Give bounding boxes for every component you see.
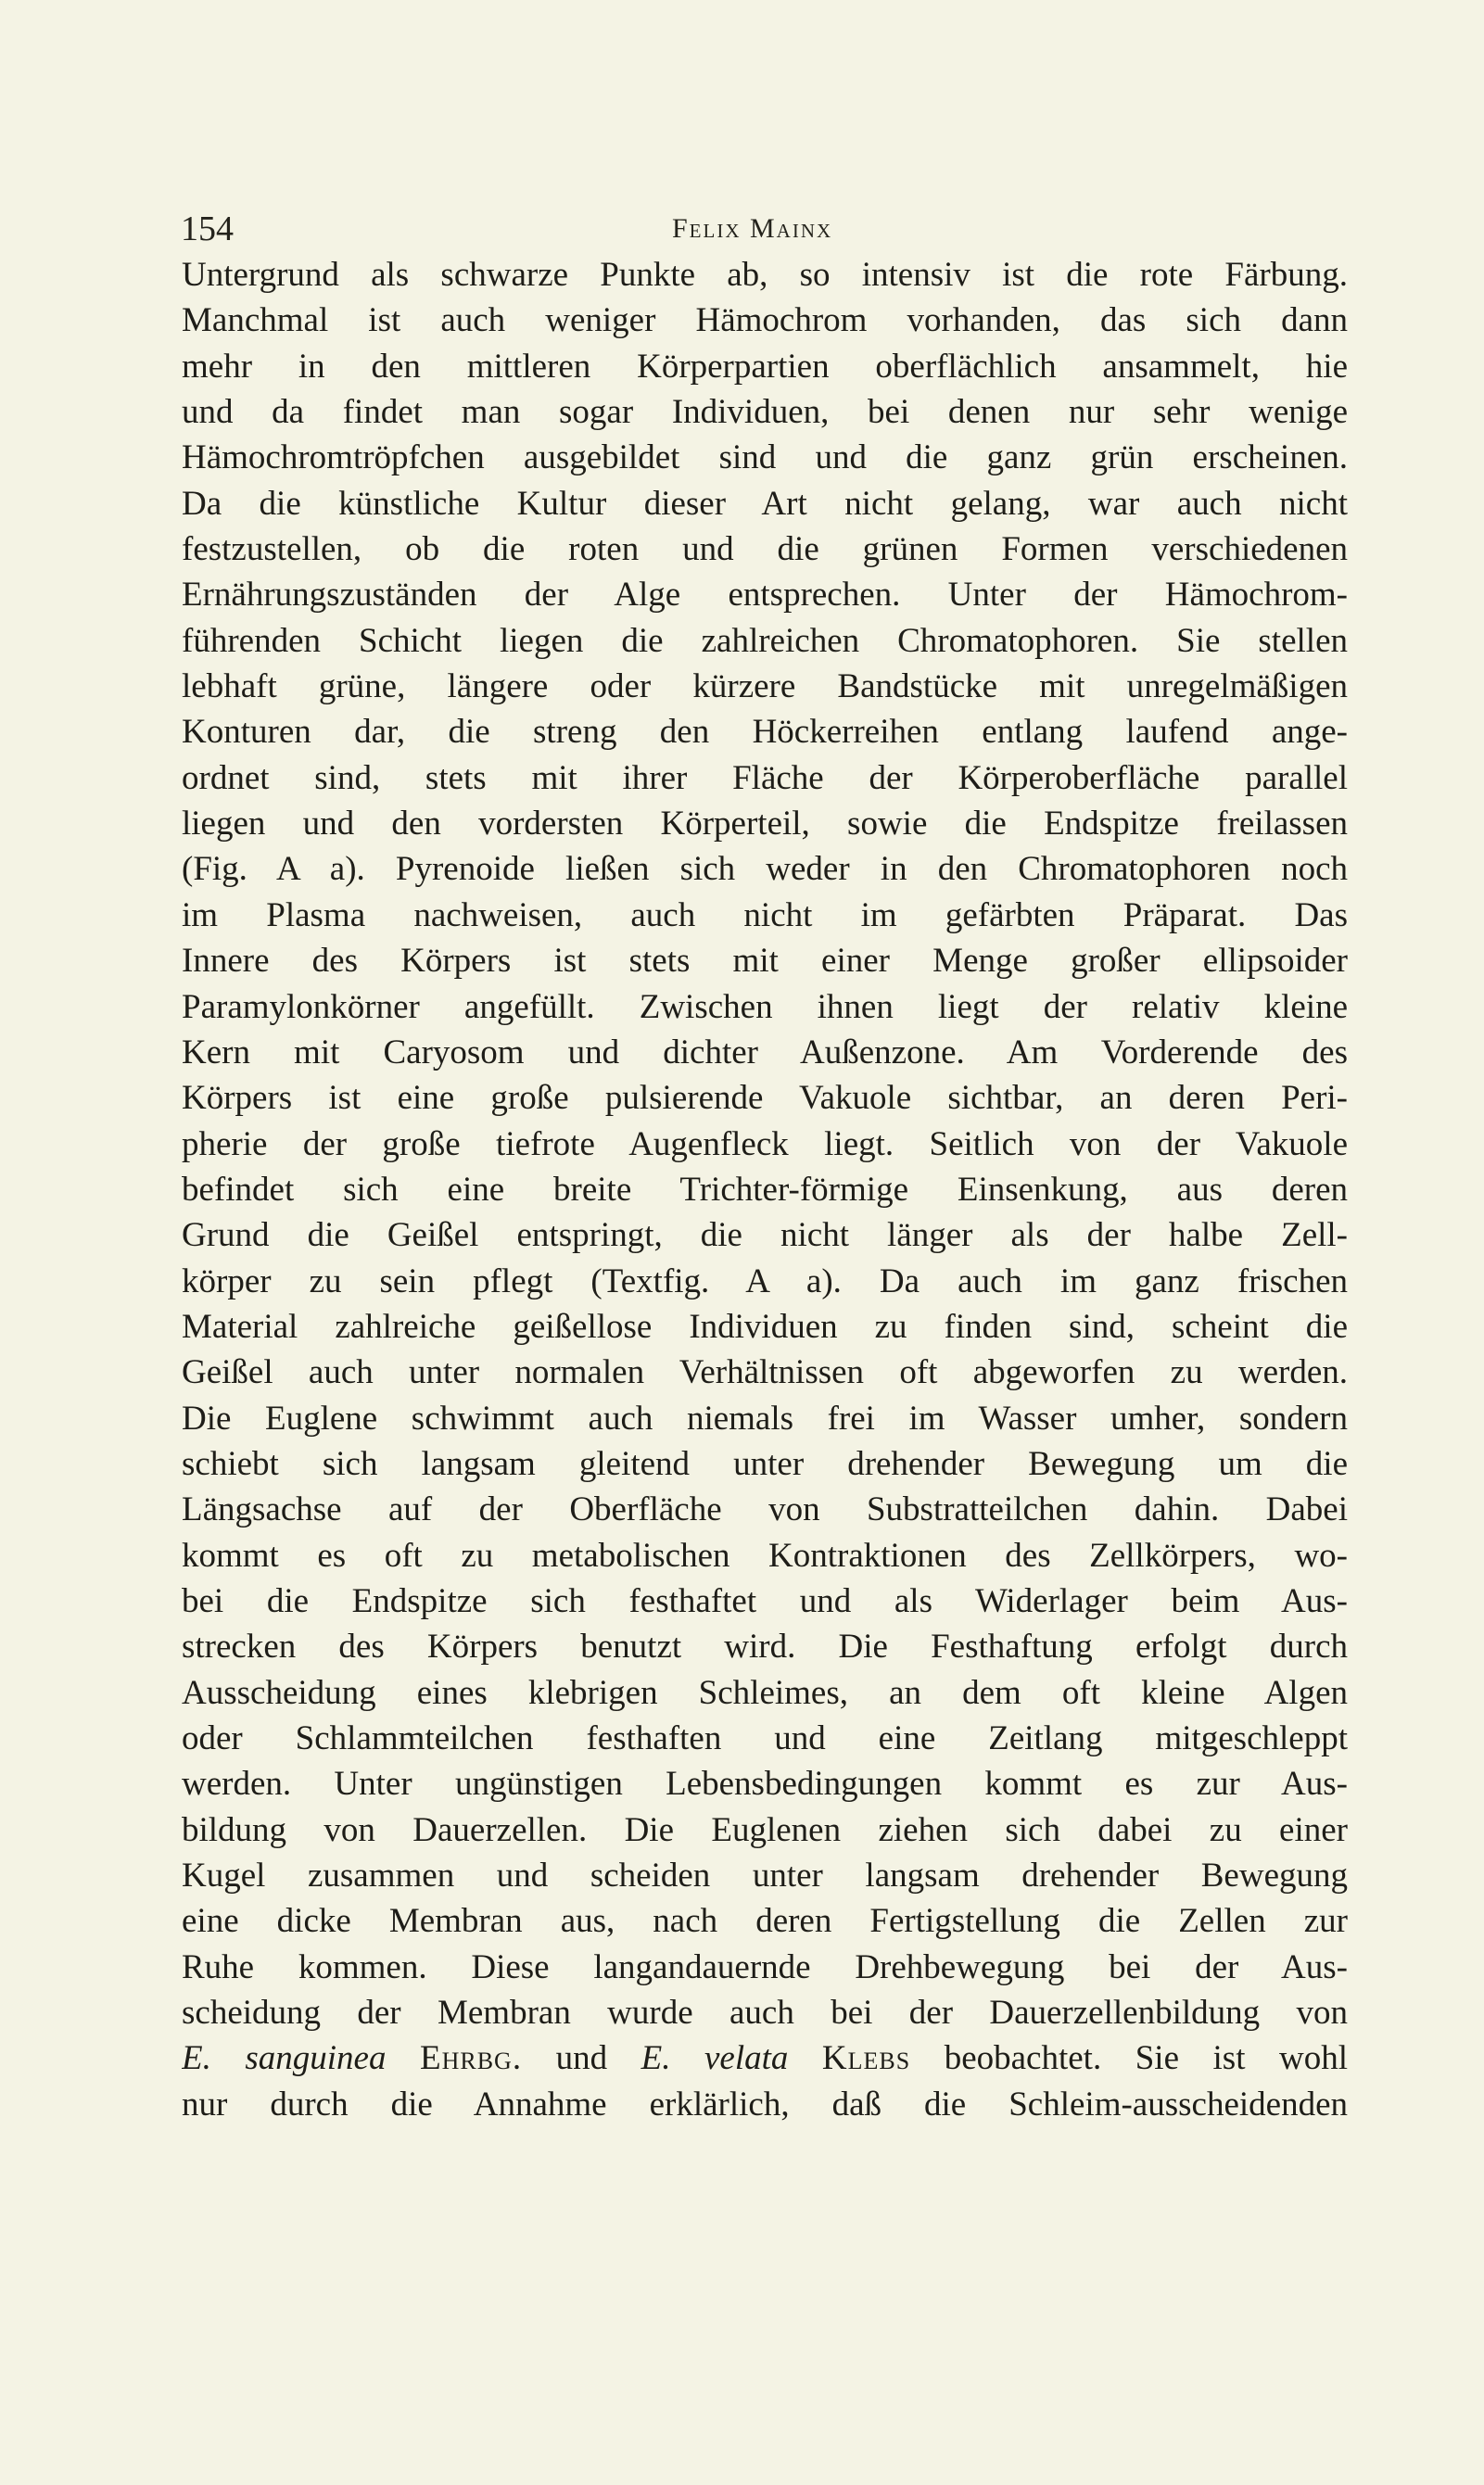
text-line: im Plasma nachweisen, auch nicht im gefärbten Präparat. Das: [182, 895, 1348, 934]
text-line: befindet sich eine breite Trichter-förmige Einsenkung, aus deren: [182, 1170, 1348, 1209]
text-line: Untergrund als schwarze Punkte ab, so intensiv ist die rote Färbung.: [182, 256, 1348, 294]
text-line: Geißel auch unter normalen Verhältnissen oft abgeworfen zu werden.: [182, 1353, 1348, 1392]
text-fragment: beobachtet. Sie ist wohl: [910, 2039, 1348, 2078]
text-line: Ausscheidung eines klebrigen Schleimes, an dem oft kleine Algen: [182, 1673, 1348, 1712]
text-line: schiebt sich langsam gleitend unter drehender Bewegung um die: [182, 1444, 1348, 1483]
text-line: liegen und den vordersten Körperteil, sowie die Endspitze freilassen: [182, 805, 1348, 843]
text-line: (Fig. A a). Pyrenoide ließen sich weder in den Chromatophoren noch: [182, 850, 1348, 889]
text-line: nur durch die Annahme erklärlich, daß die Schleim-ausscheidenden: [182, 2085, 1348, 2124]
text-line: festzustellen, ob die roten und die grünen Formen verschiedenen: [182, 530, 1348, 569]
text-line: und da findet man sogar Individuen, bei denen nur sehr wenige: [182, 393, 1348, 432]
text-line: Material zahlreiche geißellose Individuen zu finden sind, scheint die: [182, 1307, 1348, 1346]
text-line: führenden Schicht liegen die zahlreichen Chromatophoren. Sie stellen: [182, 621, 1348, 660]
text-line: Die Euglene schwimmt auch niemals frei im Wasser umher, sondern: [182, 1399, 1348, 1438]
page-number: 154: [181, 209, 234, 248]
text-line: Ernährungszuständen der Alge entsprechen. Unter der Hämochrom-: [182, 576, 1348, 615]
species-name: E. velata: [641, 2039, 789, 2078]
text-fragment: und: [522, 2039, 641, 2078]
text-line: bildung von Dauerzellen. Die Euglenen ziehen sich dabei zu einer: [182, 1810, 1348, 1849]
text-line: mehr in den mittleren Körperpartien oberflächlich ansammelt, hie: [182, 347, 1348, 386]
species-author: Ehrbg.: [419, 2039, 523, 2078]
text-line: kommt es oft zu metabolischen Kontraktionen des Zellkörpers, wo-: [182, 1536, 1348, 1575]
species-name: E. sanguinea: [182, 2039, 387, 2078]
text-line: Hämochromtröpfchen ausgebildet sind und die ganz grün erscheinen.: [182, 438, 1348, 477]
page-header: [181, 206, 1349, 252]
text-line: Konturen dar, die streng den Höckerreihen entlang laufend ange-: [182, 713, 1348, 752]
text-line: Kern mit Caryosom und dichter Außenzone. Am Vorderende des: [182, 1033, 1348, 1071]
text-line: eine dicke Membran aus, nach deren Fertigstellung die Zellen zur: [182, 1902, 1348, 1941]
text-line: lebhaft grüne, längere oder kürzere Bandstücke mit unregelmäßigen: [182, 667, 1348, 706]
text-line: Grund die Geißel entspringt, die nicht länger als der halbe Zell-: [182, 1216, 1348, 1255]
text-line: Da die künstliche Kultur dieser Art nicht gelang, war auch nicht: [182, 484, 1348, 523]
text-line: Ruhe kommen. Diese langandauernde Drehbewegung bei der Aus-: [182, 1947, 1348, 1986]
body-text: [182, 252, 1348, 2127]
text-line: Innere des Körpers ist stets mit einer Menge großer ellipsoider: [182, 942, 1348, 981]
text-line: Manchmal ist auch weniger Hämochrom vorhanden, das sich dann: [182, 301, 1348, 340]
species-line: [182, 2035, 1348, 2081]
text-line: Längsachse auf der Oberfläche von Substratteilchen dahin. Dabei: [182, 1490, 1348, 1529]
running-head: Felix Mainx: [672, 213, 833, 244]
text-line: Körpers ist eine große pulsierende Vakuole sichtbar, an deren Peri-: [182, 1079, 1348, 1118]
text-line: Kugel zusammen und scheiden unter langsam drehender Bewegung: [182, 1857, 1348, 1895]
text-line: werden. Unter ungünstigen Lebensbedingungen kommt es zur Aus-: [182, 1765, 1348, 1804]
text-line: ordnet sind, stets mit ihrer Fläche der Körperoberfläche parallel: [182, 758, 1348, 797]
text-line: Paramylonkörner angefüllt. Zwischen ihnen liegt der relativ kleine: [182, 987, 1348, 1026]
species-author: Klebs: [821, 2039, 911, 2078]
text-line: oder Schlammteilchen festhaften und eine Zeitlang mitgeschleppt: [182, 1719, 1348, 1757]
text-line: bei die Endspitze sich festhaftet und als Widerlager beim Aus-: [182, 1581, 1348, 1620]
text-line: strecken des Körpers benutzt wird. Die Festhaftung erfolgt durch: [182, 1628, 1348, 1667]
text-line: pherie der große tiefrote Augenfleck liegt. Seitlich von der Vakuole: [182, 1124, 1348, 1163]
text-line: körper zu sein pflegt (Textfig. A a). Da auch im ganz frischen: [182, 1262, 1348, 1300]
text-line: scheidung der Membran wurde auch bei der Dauerzellenbildung von: [182, 1994, 1348, 2033]
